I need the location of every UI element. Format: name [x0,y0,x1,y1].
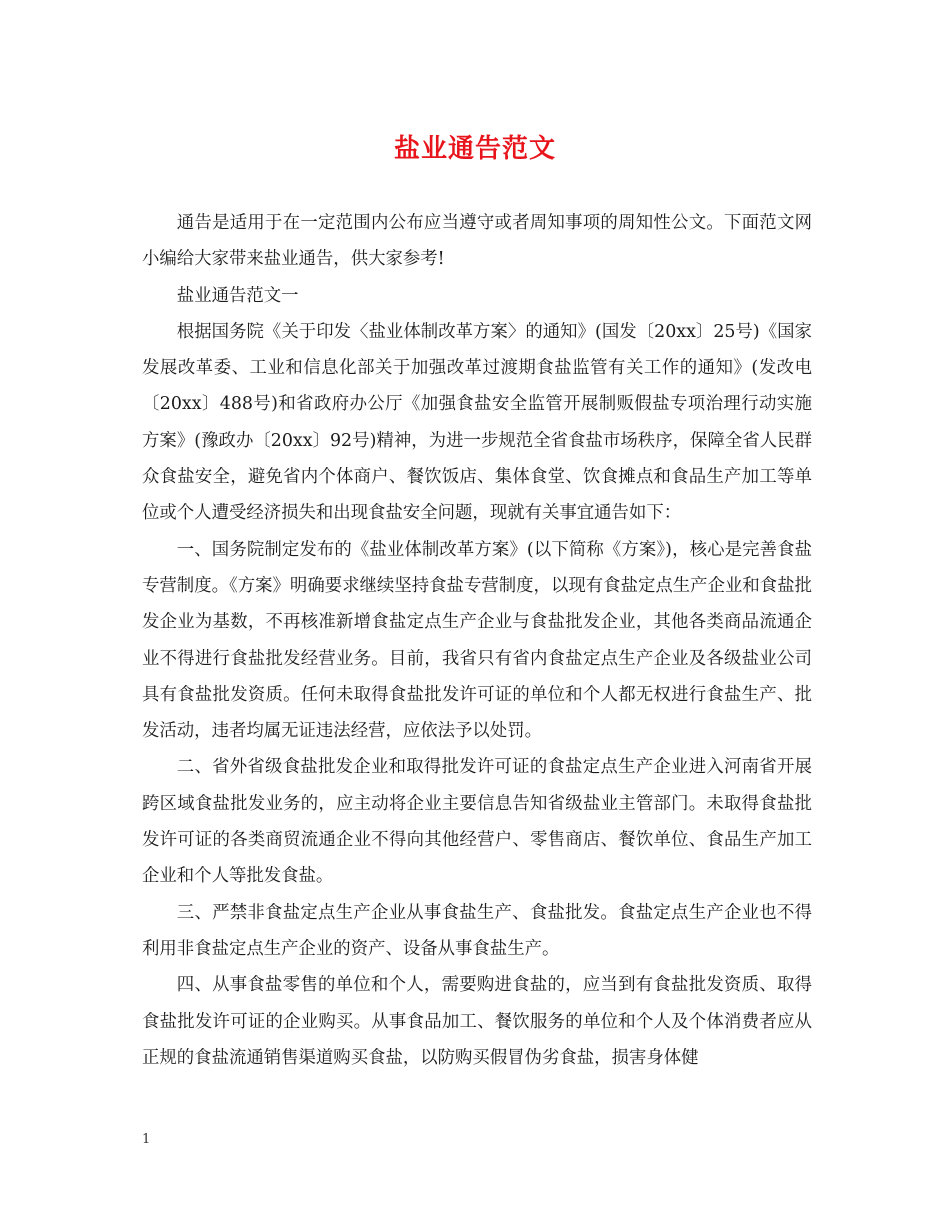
item-four-paragraph: 四、从事食盐零售的单位和个人，需要购进食盐的，应当到有食盐批发资质、取得食盐批发许可证的企业购买。从事食品加工、餐饮服务的单位和个人及个体消费者应从正规的食盐流通销售渠道购买食盐，以防购买假冒伪劣食盐，损害身体健 [142,975,812,1068]
document-body [142,205,812,1076]
basis-paragraph: 根据国务院《关于印发〈盐业体制改革方案〉的通知》(国发〔20xx〕25号)《国家发展改革委、工业和信息化部关于加强改革过渡期食盐监管有关工作的通知》(发改电〔20xx〕488号)和省政府办公厅《加强食盐安全监管开展制贩假盐专项治理行动实施方案》(豫政办〔20xx〕92号)精神，为进一步规范全省食盐市场秩序，保障全省人民群众食盐安全，避免省内个体商户、餐饮饭店、集体食堂、饮食摊点和食品生产加工等单位或个人遭受经济损失和出现食盐安全问题，现就有关事宜通告如下： [142,321,812,524]
intro-paragraph: 通告是适用于在一定范围内公布应当遵守或者周知事项的周知性公文。下面范文网小编给大家带来盐业通告，供大家参考! [142,213,812,270]
document-title: 盐业通告范文 [393,134,556,164]
item-three-paragraph: 三、严禁非食盐定点生产企业从事食盐生产、食盐批发。食盐定点生产企业也不得利用非食盐定点生产企业的资产、设备从事食盐生产。 [142,902,812,959]
page-number: 1 [142,1132,151,1147]
item-one-paragraph: 一、国务院制定发布的《盐业体制改革方案》(以下简称《方案》)，核心是完善食盐专营制度。《方案》明确要求继续坚持食盐专营制度，以现有食盐定点生产企业和食盐批发企业为基数，不再核准新增食盐定点生产企业与食盐批发企业，其他各类商品流通企业不得进行食盐批发经营业务。目前，我省只有省内食盐定点生产企业及各级盐业公司具有食盐批发资质。任何未取得食盐批发许可证的单位和个人都无权进行食盐生产、批发活动，违者均属无证违法经营，应依法予以处罚。 [142,539,812,742]
item-two-paragraph: 二、省外省级食盐批发企业和取得批发许可证的食盐定点生产企业进入河南省开展跨区域食盐批发业务的，应主动将企业主要信息告知省级盐业主管部门。未取得食盐批发许可证的各类商贸流通企业不得向其他经营户、零售商店、餐饮单位、食品生产加工企业和个人等批发食盐。 [142,757,812,887]
section-heading: 盐业通告范文一 [176,285,299,306]
